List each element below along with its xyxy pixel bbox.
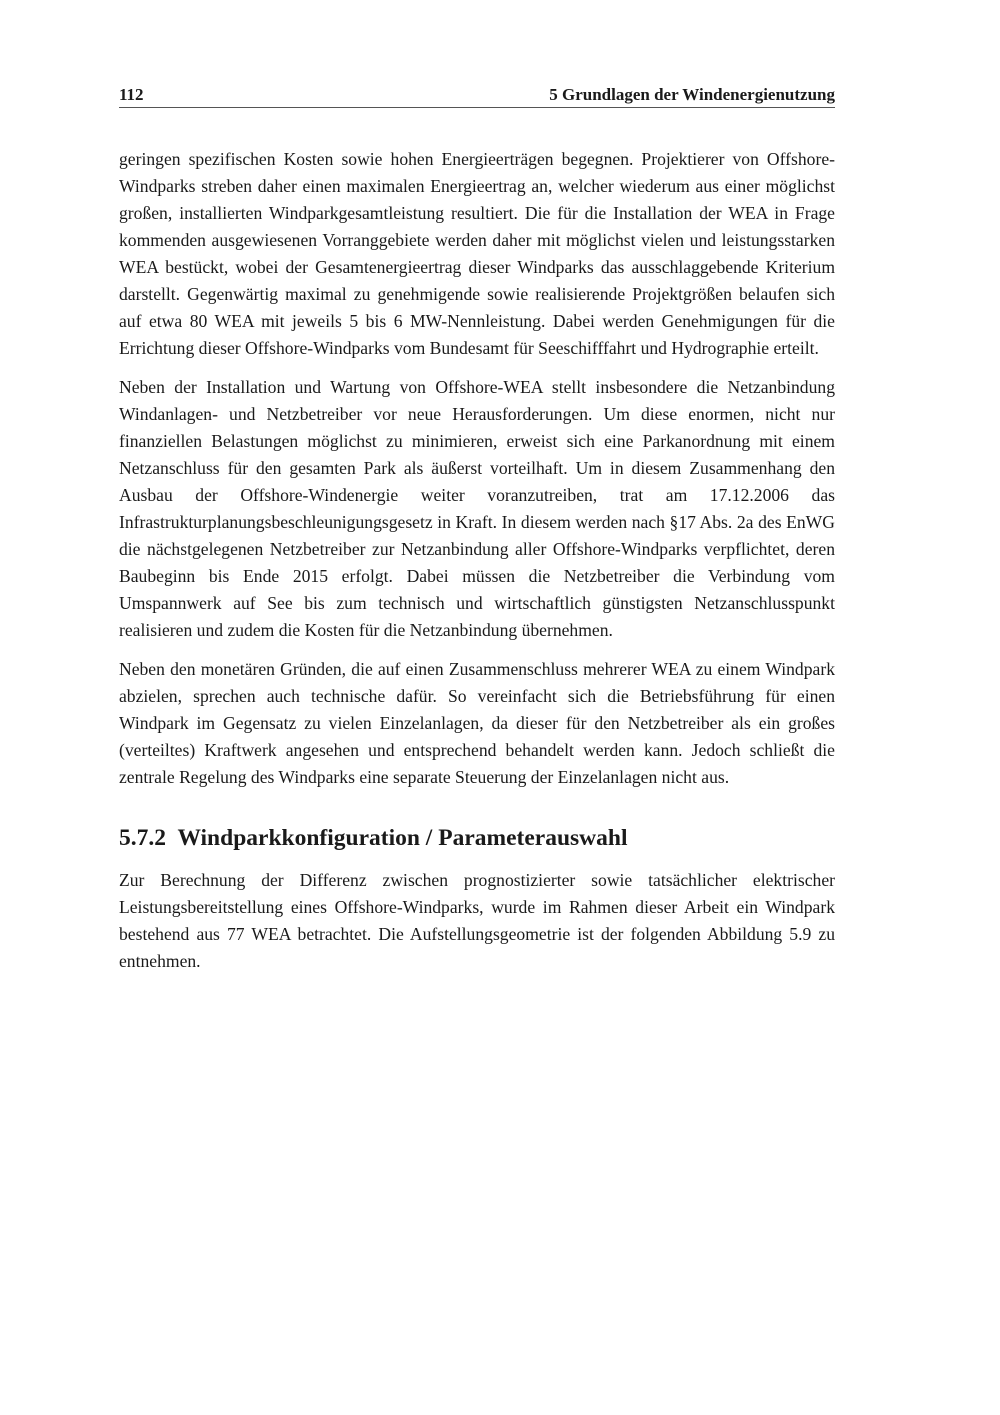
page-number: 112 [119, 85, 144, 104]
body-text [119, 146, 835, 987]
paragraph-1: geringen spezifischen Kosten sowie hohen Energieerträgen begegnen. Projektierer von Offshore-Windparks streben daher einen maximalen Energieertrag an, welcher wiederum aus einer möglichst großen, installierten Windparkgesamtleistung resultiert. Die für die Installation der WEA in Frage kommenden ausgewiesenen Vorranggebiete werden daher mit möglichst vielen und leistungsstarken WEA bestückt, wobei der Gesamtenergieertrag dieser Windparks das ausschlaggebende Kriterium darstellt. Gegenwärtig maximal zu genehmigende sowie realisierende Projektgrößen belaufen sich auf etwa 80 WEA mit jeweils 5 bis 6 MW-Nennleistung. Dabei werden Genehmigungen für die Errichtung dieser Offshore-Windparks vom Bundesamt für Seeschifffahrt und Hydrographie erteilt. [119, 149, 835, 358]
running-header [119, 85, 835, 108]
paragraph-3: Neben den monetären Gründen, die auf einen Zusammenschluss mehrerer WEA zu einem Windpark abzielen, sprechen auch technische dafür. So vereinfacht sich die Betriebsführung für einen Windpark im Gegensatz zu vielen Einzelanlagen, da dieser für den Netzbetreiber als ein großes (verteiltes) Kraftwerk angesehen und entsprechend behandelt werden kann. Jedoch schließt die zentrale Regelung des Windparks eine separate Steuerung der Einzelanlagen nicht aus. [119, 659, 835, 787]
paragraph-2: Neben der Installation und Wartung von Offshore-WEA stellt insbesondere die Netzanbindung Windanlagen- und Netzbetreiber vor neue Herausforderungen. Um diese enormen, nicht nur finanziellen Belastungen möglichst zu minimieren, erweist sich eine Parkanordnung mit einem Netzanschluss für den gesamten Park als äußerst vorteilhaft. Um in diesem Zusammenhang den Ausbau der Offshore-Windenergie weiter voranzutreiben, trat am 17.12.2006 das Infrastrukturplanungsbeschleunigungsgesetz in Kraft. In diesem werden nach §17 Abs. 2a des EnWG die nächstgelegenen Netzbetreiber zur Netzanbindung aller Offshore-Windparks verpflichtet, deren Baubeginn bis Ende 2015 erfolgt. Dabei müssen die Netzbetreiber die Verbindung vom Umspannwerk auf See bis zum technisch und wirtschaftlich günstigsten Netzanschlusspunkt realisieren und zudem die Kosten für die Netzanbindung übernehmen. [119, 377, 835, 640]
section-title: Windparkkonfiguration / Parameterauswahl [177, 825, 628, 851]
chapter-title: 5 Grundlagen der Windenergienutzung [549, 85, 835, 104]
section-heading [119, 823, 835, 853]
section-number: 5.7.2 [119, 825, 166, 851]
section-paragraph: Zur Berechnung der Differenz zwischen prognostizierter sowie tatsächlicher elektrischer Leistungsbereitstellung eines Offshore-Windparks, wurde im Rahmen dieser Arbeit ein Windpark bestehend aus 77 WEA betrachtet. Die Aufstellungsgeometrie ist der folgenden Abbildung 5.9 zu entnehmen. [119, 870, 835, 971]
